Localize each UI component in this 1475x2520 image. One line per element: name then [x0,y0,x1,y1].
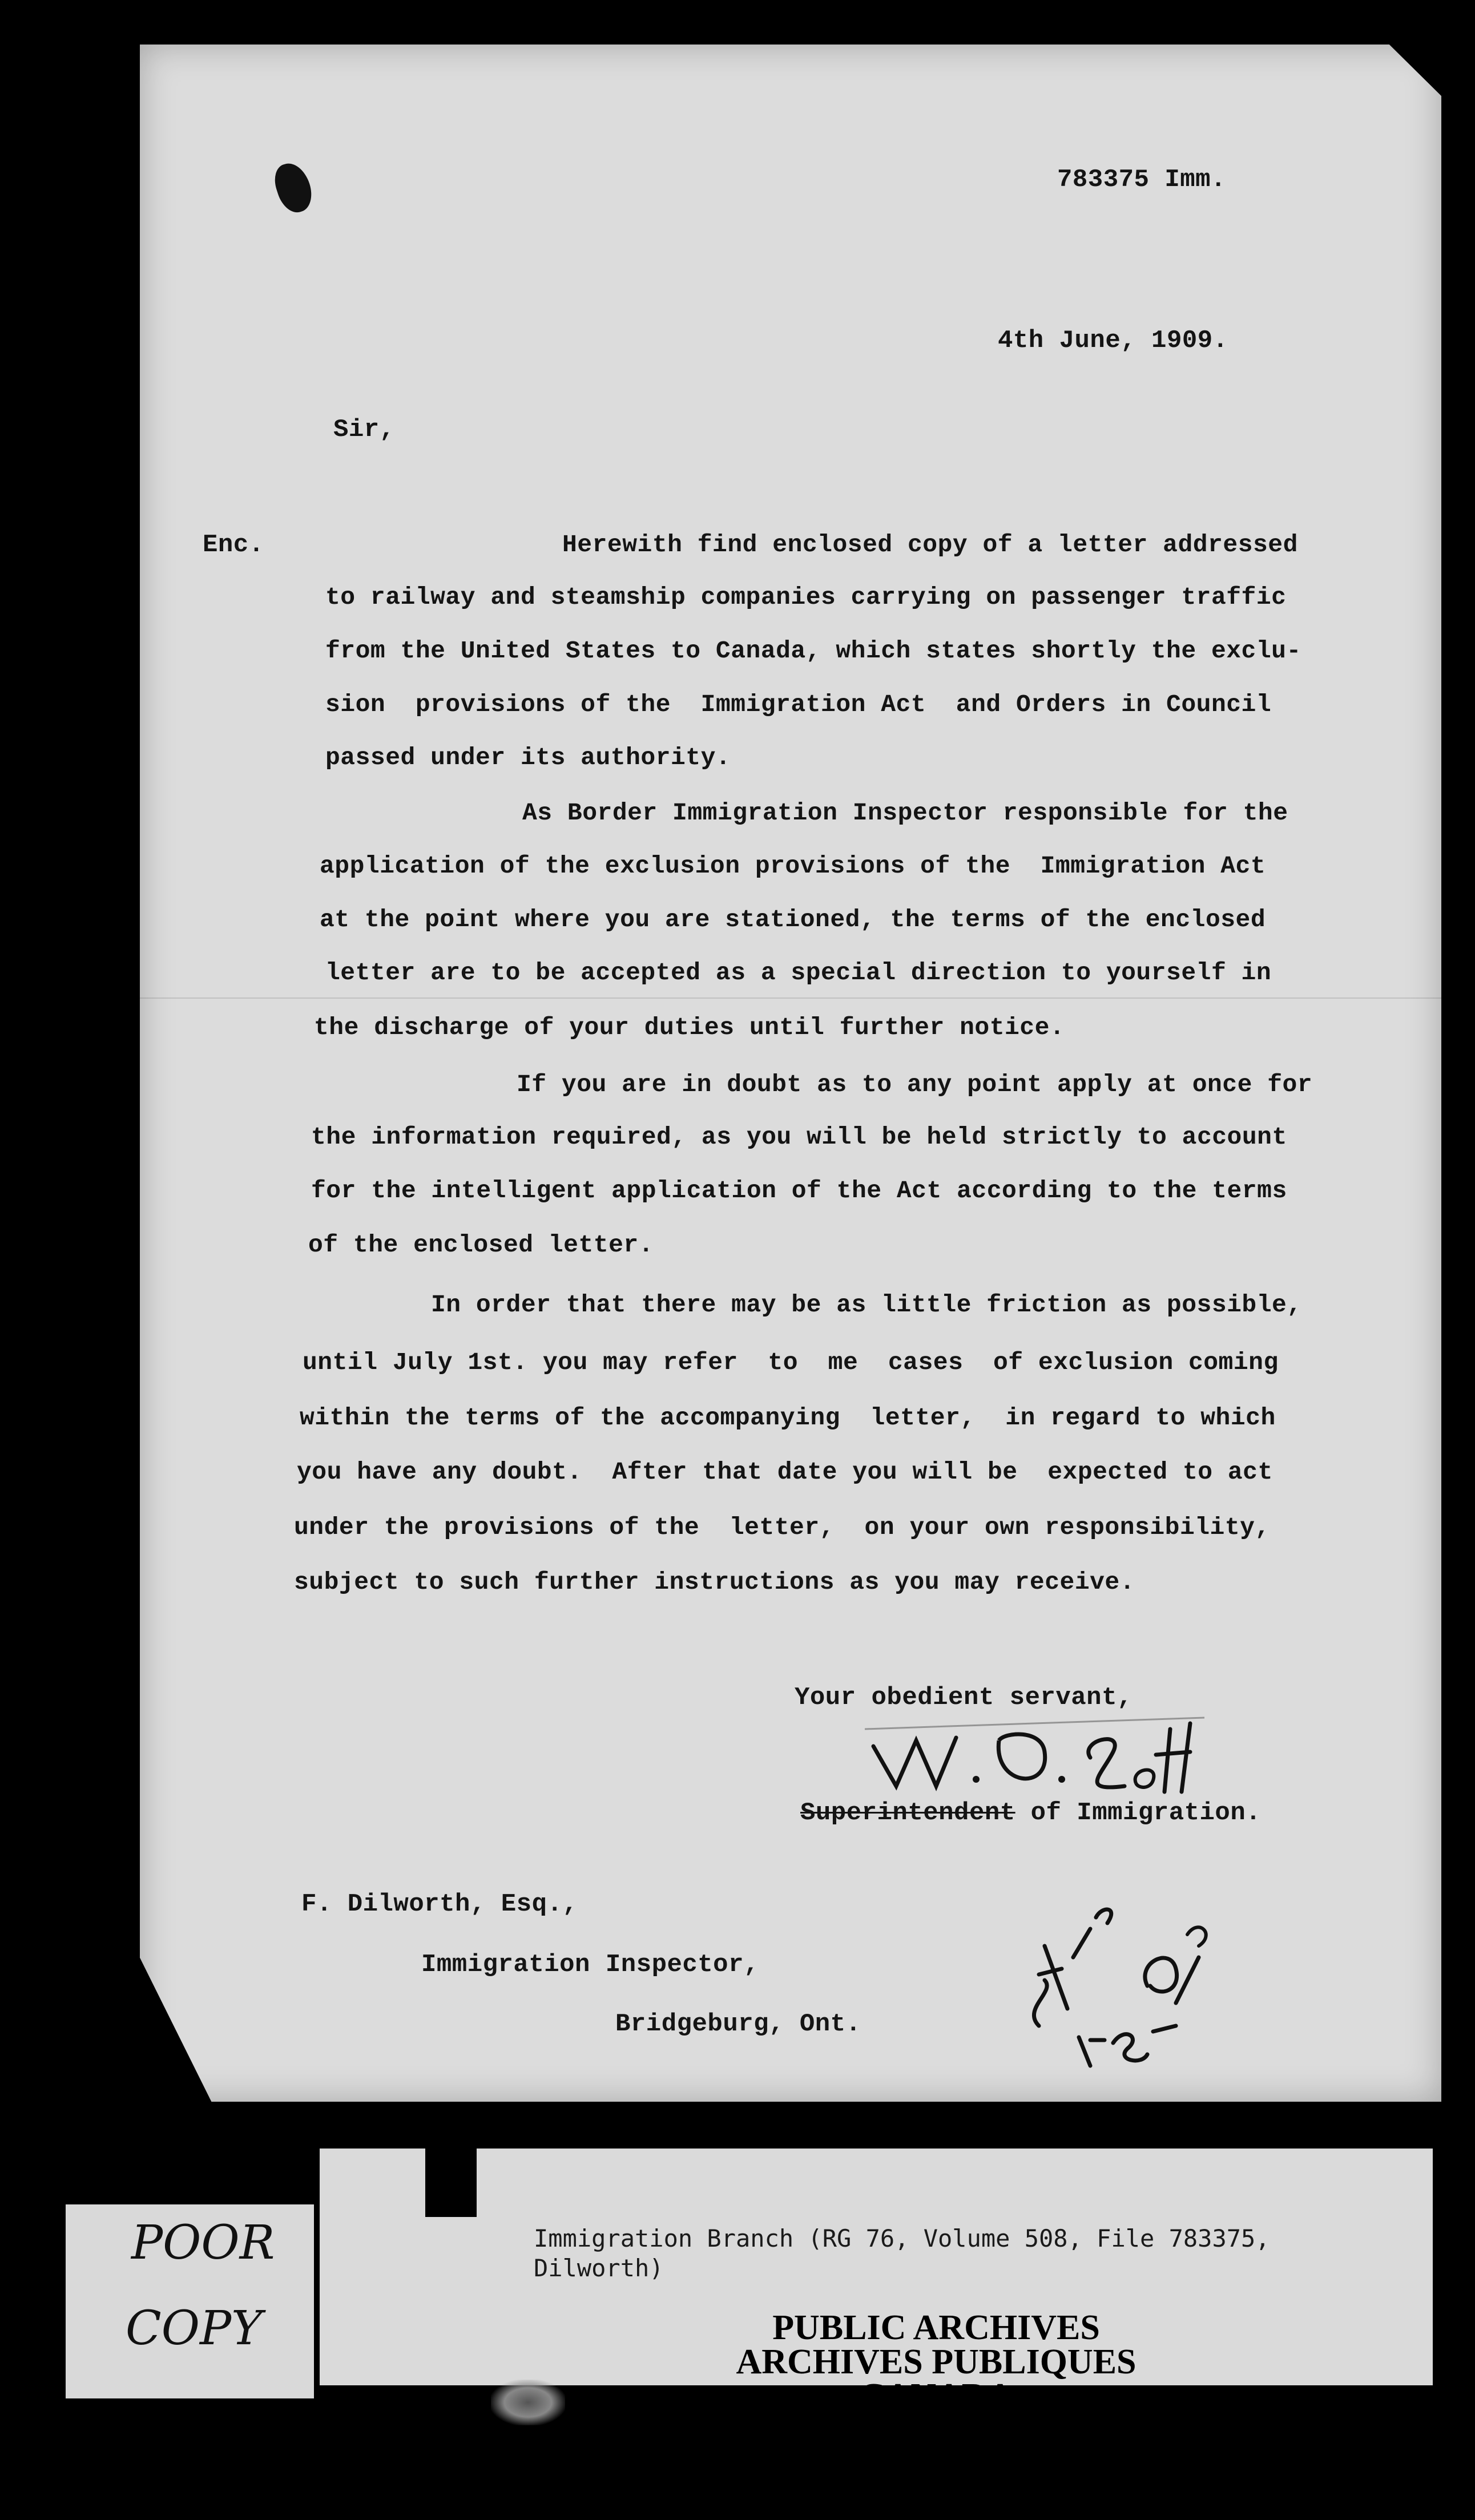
body-line: for the intelligent application of the Act according to the terms [311,1177,1287,1205]
body-line: to railway and steamship companies carrying on passenger traffic [325,583,1287,611]
body-line: at the point where you are stationed, the terms of the enclosed [320,906,1266,934]
enclosure-mark: Enc. [203,531,264,559]
struck-title: Superintendent [800,1799,1015,1827]
archive-name-line: PUBLIC ARCHIVES [772,2308,1100,2347]
body-line: until July 1st. you may refer to me cases of exclusion coming [303,1348,1279,1376]
smudge [491,2380,565,2425]
poor-copy-word: COPY [126,2301,263,2356]
archive-name-line: CANADA [859,2377,1013,2416]
archive-name-line: ARCHIVES PUBLIQUES [736,2343,1137,2381]
citation-line: Dilworth) [534,2254,664,2282]
body-line: letter are to be accepted as a special direction to yourself in [325,959,1272,987]
body-line: Herewith find enclosed copy of a letter addressed [562,531,1298,559]
file-reference: 783375 Imm. [1057,165,1226,194]
page-fold [140,998,1441,999]
body-line: passed under its authority. [325,744,731,772]
body-line: of the enclosed letter. [308,1231,654,1259]
body-line: sion provisions of the Immigration Act and Orders in Council [325,690,1272,718]
body-line: As Border Immigration Inspector responsible for the [522,799,1288,827]
body-line: under the provisions of the letter, on your own responsibility, [294,1513,1270,1541]
poor-copy-label [66,2204,314,2398]
body-line: from the United States to Canada, which states shortly the exclu- [325,637,1301,665]
body-line: application of the exclusion provisions of the Immigration Act [320,852,1266,880]
addressee-position: Immigration Inspector, [421,1950,759,1979]
poor-copy-word: POOR [131,2216,275,2270]
body-line: the information required, as you will be held strictly to account [311,1123,1287,1151]
body-line: subject to such further instructions as you may receive. [294,1568,1135,1596]
citation-line: Immigration Branch (RG 76, Volume 508, File 783375, [534,2224,1270,2252]
salutation: Sir, [333,415,395,444]
handwritten-notation [1005,1895,1222,2083]
body-line: the discharge of your duties until further notice. [314,1013,1065,1041]
body-line: within the terms of the accompanying letter, in regard to which [300,1404,1276,1432]
closing: Your obedient servant, [795,1683,1133,1712]
body-line: If you are in doubt as to any point apply at once for [517,1071,1313,1099]
addressee-place: Bridgeburg, Ont. [615,2010,861,2038]
label-notch [425,2149,477,2217]
signatory-title [800,1799,1261,1827]
addressee-name: F. Dilworth, Esq., [301,1890,578,1919]
title-rest: of Immigration. [1015,1799,1262,1827]
body-line: you have any doubt. After that date you will be expected to act [297,1458,1273,1486]
letter-date: 4th June, 1909. [998,326,1228,355]
signature-mark [862,1706,1216,1803]
body-line: In order that there may be as little friction as possible, [431,1291,1302,1319]
